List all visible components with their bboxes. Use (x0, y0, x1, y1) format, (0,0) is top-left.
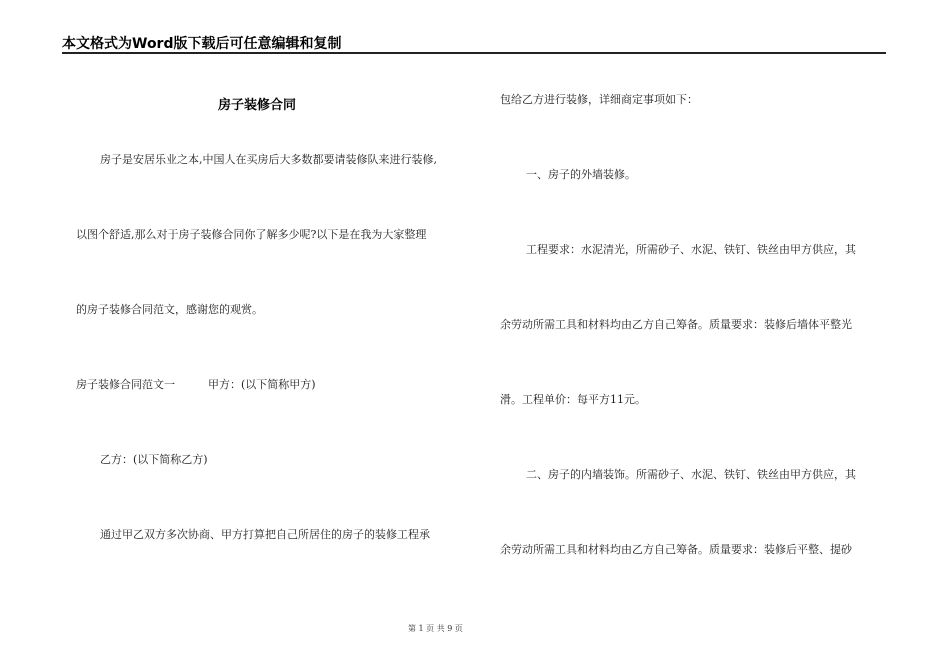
right-line-5: 滑。工程单价：每平方11元。 (500, 393, 646, 406)
left-line-4: 房子装修合同范文一 甲方：(以下简称甲方) (76, 378, 316, 391)
document-header: 本文格式为Word版下载后可任意编辑和复制 (62, 36, 342, 52)
header-divider (62, 52, 886, 54)
right-line-4: 余劳动所需工具和材料均由乙方自己筹备。质量要求：装修后墙体平整光 (500, 318, 852, 331)
page-number: 第 1 页 共 9 页 (408, 624, 463, 633)
right-line-3: 工程要求：水泥清光，所需砂子、水泥、铁钉、铁丝由甲方供应，其 (526, 243, 856, 256)
left-line-6: 通过甲乙双方多次协商、甲方打算把自己所居住的房子的装修工程承 (100, 528, 430, 541)
right-line-7: 余劳动所需工具和材料均由乙方自己筹备。质量要求：装修后平整、提砂 (500, 543, 852, 556)
left-line-5: 乙方：(以下简称乙方) (100, 453, 208, 466)
document-title: 房子装修合同 (218, 98, 297, 113)
left-line-1: 房子是安居乐业之本,中国人在买房后大多数都要请装修队来进行装修, (100, 153, 437, 166)
right-line-6: 二、房子的内墙装饰。所需砂子、水泥、铁钉、铁丝由甲方供应，其 (526, 468, 856, 481)
left-line-3: 的房子装修合同范文，感谢您的观赏。 (76, 303, 263, 316)
left-line-2: 以图个舒适,那么对于房子装修合同你了解多少呢?以下是在我为大家整理 (76, 228, 427, 241)
right-line-1: 包给乙方进行装修，详细商定事项如下： (500, 93, 698, 106)
right-line-2: 一、房子的外墙装修。 (526, 168, 636, 181)
